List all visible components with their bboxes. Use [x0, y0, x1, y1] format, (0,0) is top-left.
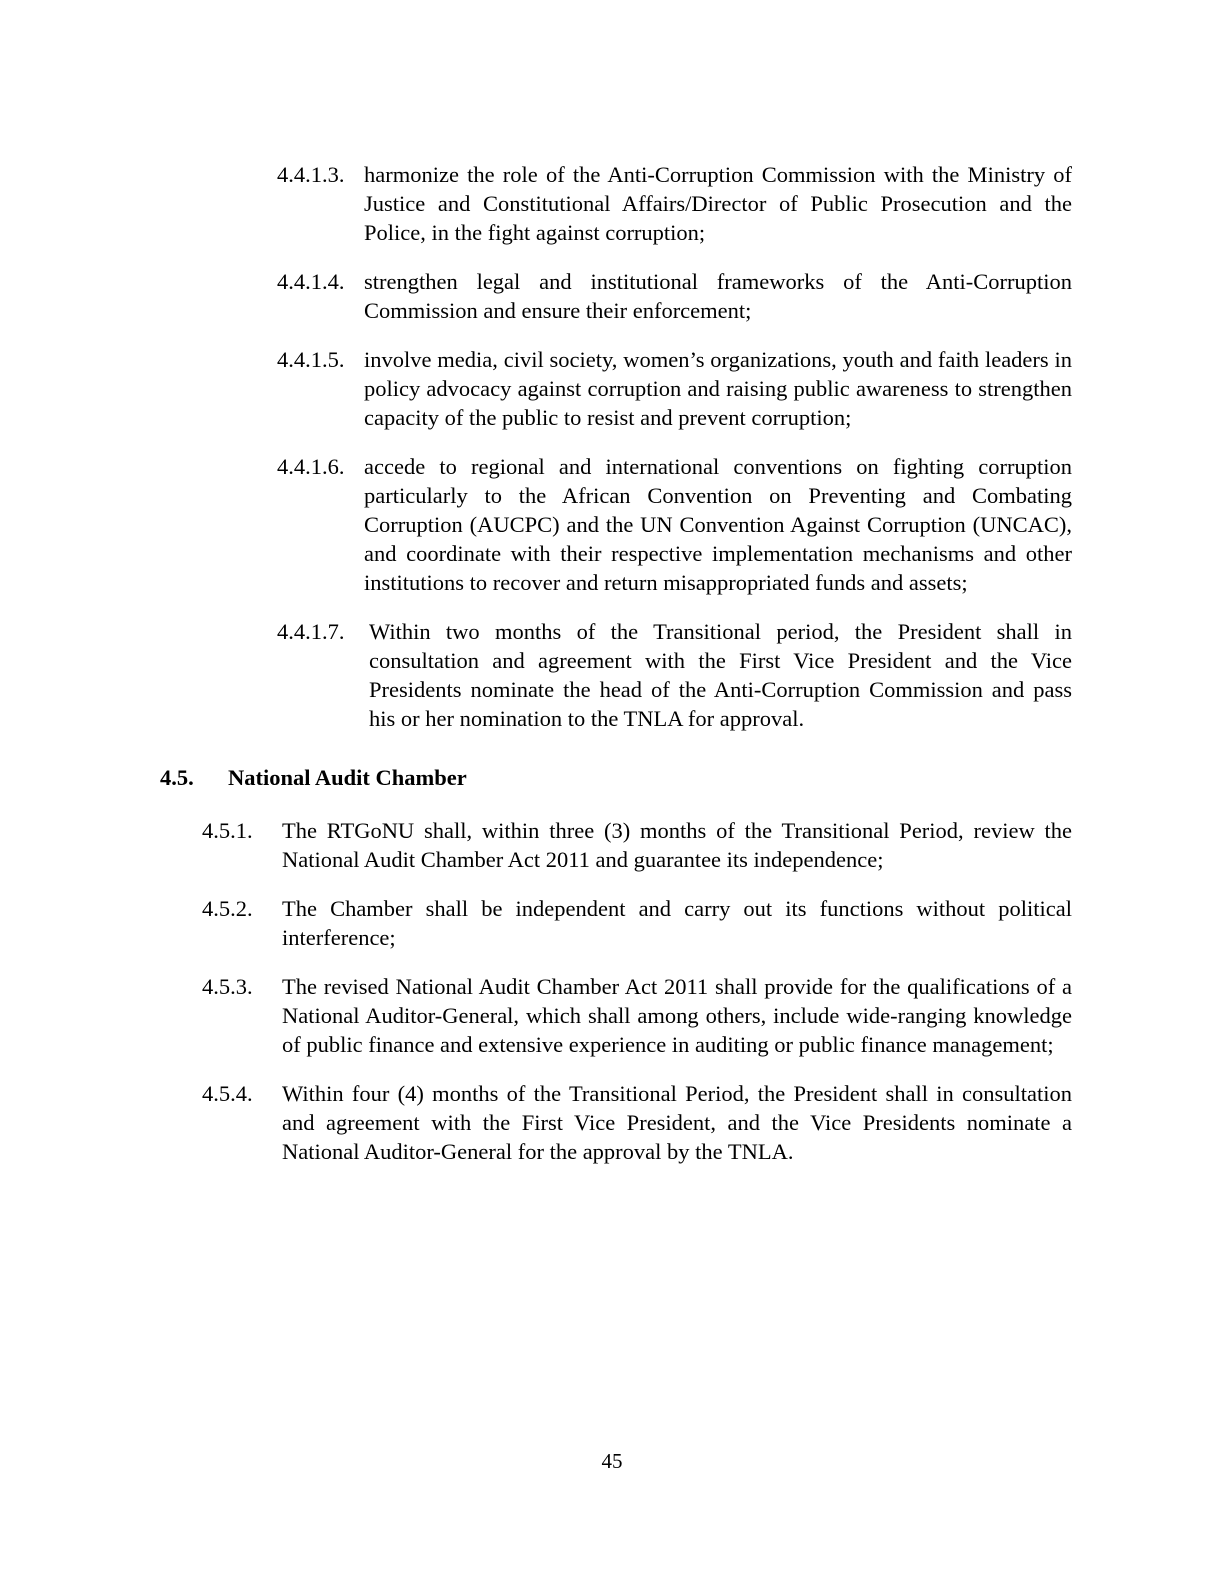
- page-number: 45: [601, 1449, 623, 1473]
- clause-4.4.1.6: [0, 452, 1224, 597]
- clause-4.4.1.3: [0, 160, 1224, 247]
- clause-4.5.1: [0, 816, 1224, 874]
- clause-number: 4.4.1.6.: [277, 454, 345, 479]
- clause-number: 4.5.3.: [202, 974, 253, 999]
- clause-4.5.2: [0, 894, 1224, 952]
- clause-number: 4.5.2.: [202, 896, 253, 921]
- clause-4.4.1.4: [0, 267, 1224, 325]
- clause-text: involve media, civil society, women’s organizations, youth and faith leaders in policy advocacy against corruption and raising public awareness to strengthen capacity of the public to resist and prevent corruption;: [364, 347, 1072, 430]
- clause-text: The Chamber shall be independent and carry out its functions without political interference;: [282, 896, 1072, 950]
- clause-text: accede to regional and international conventions on fighting corruption particularly to the African Convention on Preventing and Combating Corruption (AUCPC) and the UN Convention Against Corruption (UNCAC), and coordinate with their respective implementation mechanisms and other institutions to recover and return misappropriated funds and assets;: [364, 454, 1072, 595]
- clause-number: 4.4.1.5.: [277, 347, 345, 372]
- clause-text: Within two months of the Transitional period, the President shall in consultation and agreement with the First Vice President and the Vice Presidents nominate the head of the Anti-Corruption Commission and pass his or her nomination to the TNLA for approval.: [369, 619, 1072, 731]
- clause-text: The RTGoNU shall, within three (3) months of the Transitional Period, review the National Audit Chamber Act 2011 and guarantee its independence;: [282, 818, 1072, 872]
- clause-4.5.3: [0, 972, 1224, 1059]
- clause-list: [0, 160, 1224, 1166]
- top-margin-spacer: [0, 0, 1224, 160]
- clause-text: harmonize the role of the Anti-Corruption Commission with the Ministry of Justice and Constitutional Affairs/Director of Public Prosecution and the Police, in the fight against corruption;: [364, 162, 1072, 245]
- section-heading-4.5: [0, 763, 1224, 792]
- clause-4.4.1.5: [0, 345, 1224, 432]
- clause-text: The revised National Audit Chamber Act 2011 shall provide for the qualifications of a National Auditor-General, which shall among others, include wide-ranging knowledge of public finance and extensive experience in auditing or public finance management;: [282, 974, 1072, 1057]
- clause-4.5.4: [0, 1079, 1224, 1166]
- clause-number: 4.4.1.3.: [277, 162, 345, 187]
- clause-text: Within four (4) months of the Transitional Period, the President shall in consultation and agreement with the First Vice President, and the Vice Presidents nominate a National Auditor-General for the approval by the TNLA.: [282, 1081, 1072, 1164]
- clause-number: 4.5.1.: [202, 818, 253, 843]
- clause-text: strengthen legal and institutional frameworks of the Anti-Corruption Commission and ensure their enforcement;: [364, 269, 1072, 323]
- clause-number: 4.4.1.4.: [277, 269, 345, 294]
- clause-4.4.1.7: [0, 617, 1224, 733]
- clause-text: National Audit Chamber: [228, 765, 467, 790]
- clause-number: 4.5.: [160, 765, 194, 790]
- clause-number: 4.4.1.7.: [277, 619, 345, 644]
- clause-number: 4.5.4.: [202, 1081, 253, 1106]
